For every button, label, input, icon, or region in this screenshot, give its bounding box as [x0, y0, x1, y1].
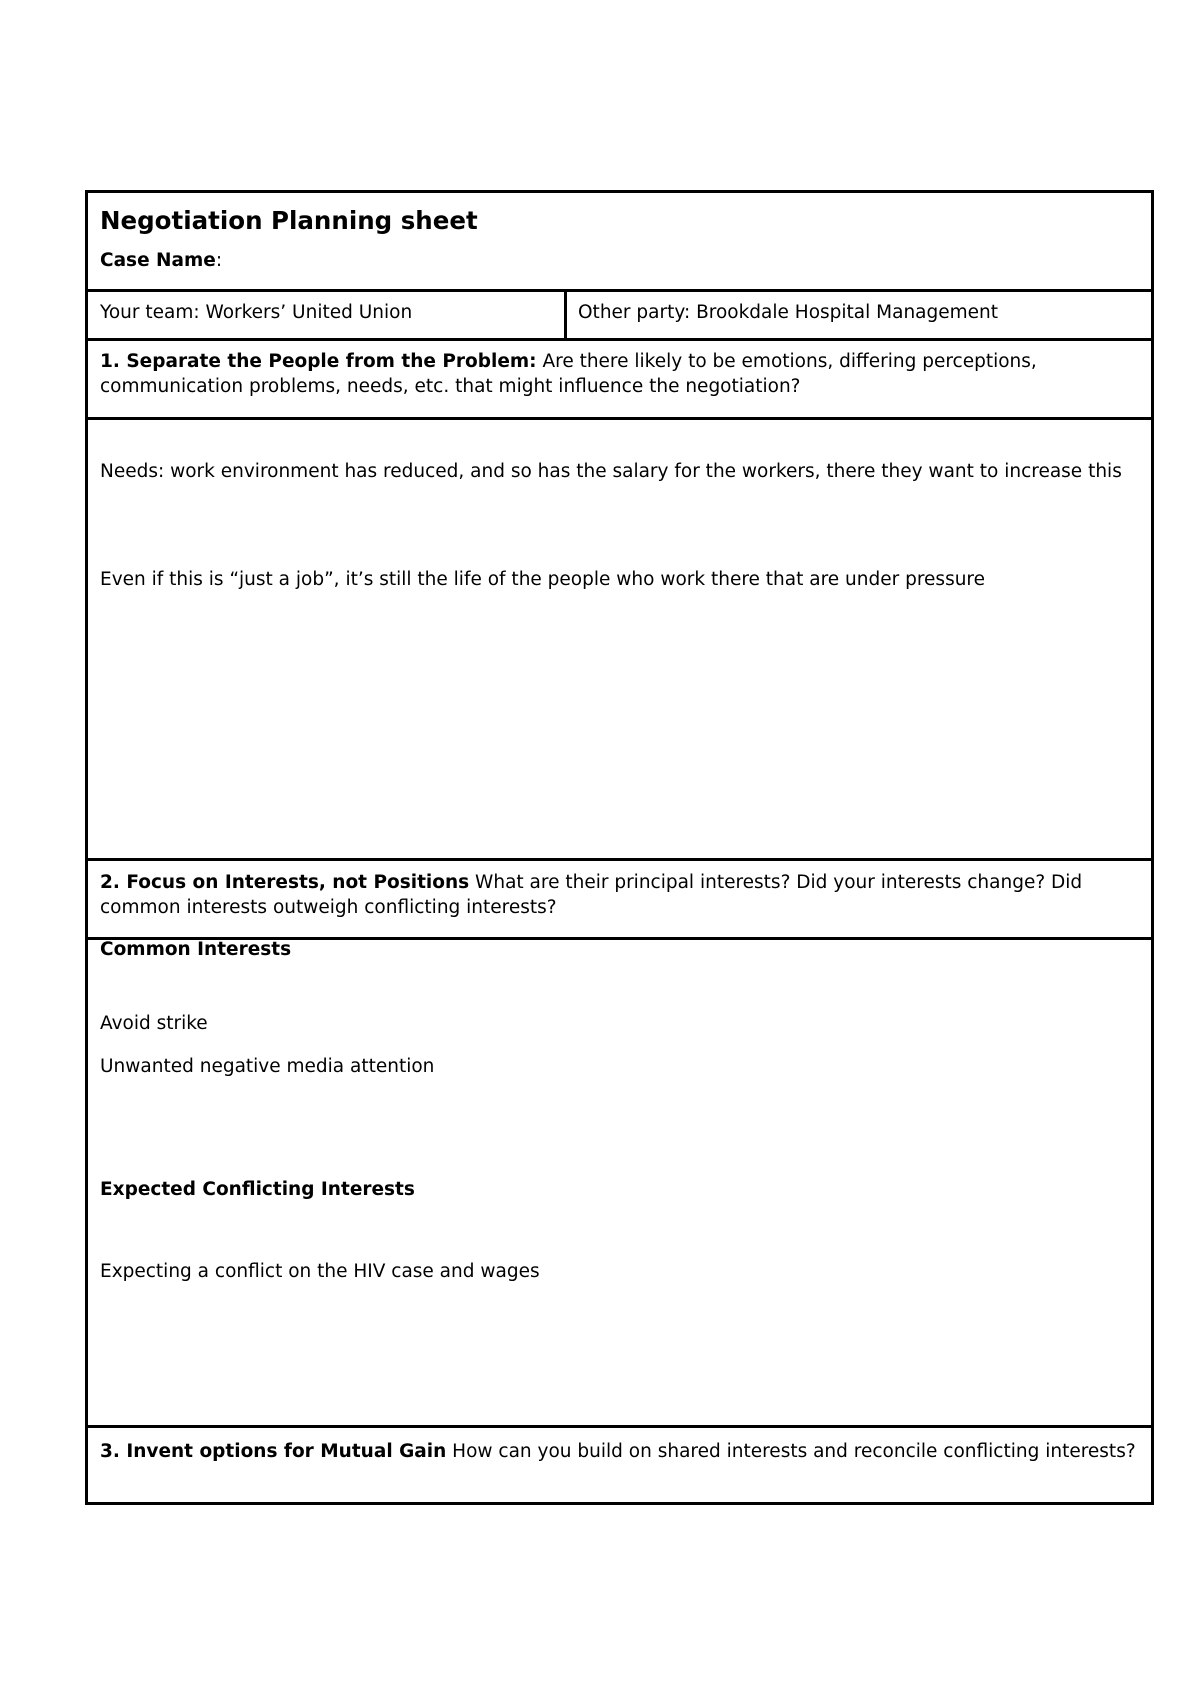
- common-interest-item: Unwanted negative media attention: [100, 1056, 435, 1077]
- section1-prompt: Are there likely to be emotions, differing perceptions, communication problems, needs, etc. that might influence the negotiation?: [100, 351, 1037, 397]
- divider: [88, 417, 1151, 420]
- your-team: Your team: Workers’ United Union: [100, 302, 413, 323]
- section3-prompt: How can you build on shared interests and reconcile conflicting interests?: [446, 1441, 1136, 1462]
- section2-prompt: What are their principal interests? Did your interests change? Did common interests outweigh conflicting interests?: [100, 872, 1083, 918]
- common-interests-heading: Common Interests: [100, 939, 292, 960]
- section1-answer-pressure: Even if this is “just a job”, it’s still the life of the people who work there that are under pressure: [100, 569, 986, 590]
- divider: [88, 1425, 1151, 1428]
- section2-question: [100, 870, 1139, 920]
- divider: [564, 289, 567, 339]
- case-name-field[interactable]: [100, 248, 222, 273]
- section3-question: [100, 1439, 1139, 1464]
- common-interest-item: Avoid strike: [100, 1013, 208, 1034]
- section3-heading: 3. Invent options for Mutual Gain: [100, 1441, 447, 1462]
- divider: [88, 338, 1151, 341]
- planning-sheet-table: [85, 190, 1154, 1505]
- section1-heading: 1. Separate the People from the Problem:: [100, 351, 537, 372]
- conflicting-interests-heading: Expected Conflicting Interests: [100, 1179, 415, 1200]
- conflicting-interest-item: Expecting a conflict on the HIV case and wages: [100, 1261, 540, 1282]
- divider: [88, 858, 1151, 861]
- case-name-label: Case Name: [100, 250, 216, 271]
- section1-answer-needs: Needs: work environment has reduced, and so has the salary for the workers, there they want to increase this: [100, 461, 1122, 482]
- other-party: Other party: Brookdale Hospital Management: [578, 302, 999, 323]
- divider: [88, 289, 1151, 292]
- page-title: Negotiation Planning sheet: [100, 206, 478, 235]
- case-name-colon: :: [215, 250, 223, 271]
- section2-heading: 2. Focus on Interests, not Positions: [100, 872, 470, 893]
- section1-question: [100, 349, 1139, 399]
